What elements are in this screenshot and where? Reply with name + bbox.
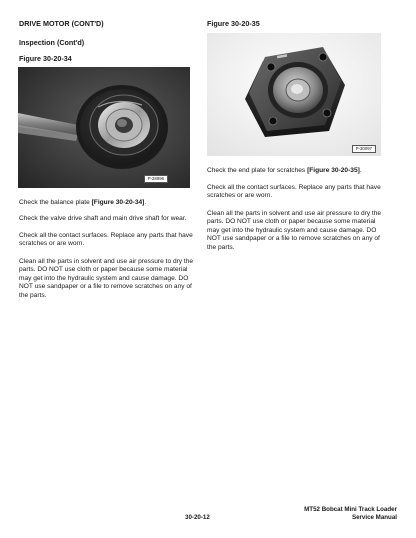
right-photo-id: P-30097 (352, 145, 376, 153)
left-para-1-text: Check the balance plate (19, 199, 92, 206)
figure-ref-30-20-35: [Figure 30-20-35] (307, 167, 360, 174)
right-para-contact-surfaces: Check all the contact surfaces. Replace any parts that have scratches or are worn. (207, 184, 381, 200)
left-figure-photo (18, 67, 190, 188)
end-plate-photo (207, 33, 381, 156)
left-para-contact-surfaces: Check all the contact surfaces. Replace any parts that have scratches or are worn. (19, 232, 193, 248)
manual-title-line-1: MT52 Bobcat Mini Track Loader (304, 506, 397, 513)
right-para-1-tail: . (359, 167, 362, 174)
right-figure-title: Figure 30-20-35 (207, 19, 260, 28)
left-figure-title: Figure 30-20-34 (19, 54, 72, 63)
right-para-end-plate (207, 167, 387, 175)
left-para-1-tail: . (144, 199, 147, 206)
left-para-clean-parts: Clean all the parts in solvent and use air pressure to dry the parts. DO NOT use cloth or paper because some material may get into the hydraulic system and cause damage. DO NOT use sandpaper or a file to remove scratches on any of the parts. (19, 258, 194, 299)
right-para-1-text: Check the end plate for scratches (207, 167, 308, 174)
page-number: 30-20-12 (185, 514, 210, 521)
right-figure-photo (207, 33, 381, 156)
manual-title-line-2: Service Manual (351, 514, 397, 521)
figure-ref-30-20-34: [Figure 30-20-34] (91, 199, 145, 206)
manual-title (304, 506, 397, 522)
left-para-shaft-wear: Check the valve drive shaft and main drive shaft for wear. (19, 215, 187, 222)
right-para-clean-parts: Clean all the parts in solvent and use air pressure to dry the parts. DO NOT use cloth or paper because some material may get into the hydraulic system and cause damage. DO NOT use sandpaper or a file to remove scratches on any of the parts. (207, 210, 382, 251)
left-para-balance-plate (19, 199, 197, 207)
left-photo-id: P-28996 (144, 175, 168, 183)
balance-plate-photo (18, 67, 190, 188)
subsection-title: Inspection (Cont'd) (19, 38, 85, 47)
section-title: DRIVE MOTOR (CONT'D) (19, 19, 104, 28)
